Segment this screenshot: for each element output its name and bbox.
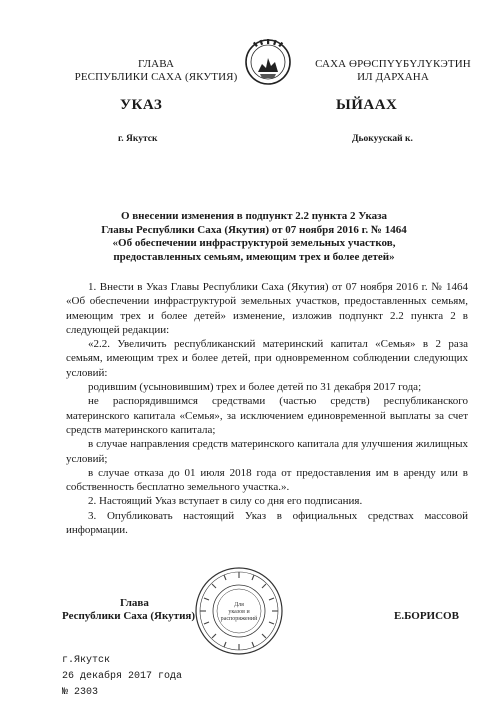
paragraph-6: в случае отказа до 01 июля 2018 года от предоставления им в аренду или в собственность бесплатно земельного участка.». (66, 466, 468, 494)
meta-date: 26 декабря 2017 года (62, 671, 183, 682)
coat-of-arms-icon (244, 38, 292, 86)
paragraph-4: не распорядившимся средствами (частью средств) республиканского материнского капитала «Семья», за исключением единовременной выплаты за счет средств материнского капитала; (66, 395, 468, 436)
paragraph-3: родившим (усыновившим) трех и более детей по 31 декабря 2017 года; (88, 381, 422, 394)
decree-title-ru: УКАЗ (120, 97, 163, 113)
header-right-line2: ИЛ ДАРХАНА (357, 71, 429, 83)
paragraph-5: в случае направления средств материнского капитала для улучшения жилищных условий; (66, 438, 468, 465)
stamp-text: указов и (228, 609, 250, 615)
meta-number: № 2303 (62, 687, 99, 698)
header-right-line1: САХА ӨРӨСПҮҮБҮЛҮКЭТИН (315, 58, 471, 70)
decree-title-sah: ЫЙААХ (336, 97, 398, 113)
heading-line: Главы Республики Саха (Якутия) от 07 ноября 2016 г. № 1464 (101, 223, 407, 236)
header-left (56, 58, 256, 84)
heading-line: предоставленных семьям, имеющим трех и более детей» (113, 250, 395, 263)
heading-line: «Об обеспечении инфраструктурой земельных участков, (112, 237, 396, 249)
header-left-line1: ГЛАВА (137, 58, 175, 70)
paragraph-8: 3. Опубликовать настоящий Указ в официальных средствах массовой информации. (66, 509, 468, 537)
decree-heading (40, 210, 468, 264)
header-left-line2: РЕСПУБЛИКИ САХА (ЯКУТИЯ) (74, 71, 238, 83)
city-sah: Дьокуускай к. (352, 134, 413, 144)
stamp-text: Для (234, 602, 244, 608)
stamp-text: распоряжений (220, 616, 258, 622)
signature-position-line1: Глава (120, 597, 149, 609)
official-stamp-icon (194, 566, 284, 656)
decree-body (66, 280, 468, 537)
header-right (298, 58, 488, 84)
paragraph-1: 1. Внести в Указ Главы Республики Саха (Якутия) от 07 ноября 2016 г. № 1464 «Об обеспечении инфраструктурой земельных участков, предоставленных семьям, имеющим трех и более детей» изменение, изложив подпункт 2.2 пункта 2 в следующей редакции: (66, 281, 468, 336)
paragraph-2: «2.2. Увеличить республиканский материнский капитал «Семья» в 2 раза семьям, имеющим трех и более детей, при одновременном соблюдении следующих условий: (66, 338, 468, 379)
signature-position-line2: Республики Саха (Якутия) (62, 610, 196, 622)
signature-name: Е.БОРИСОВ (394, 610, 459, 622)
city-ru: г. Якутск (118, 134, 158, 144)
heading-line: О внесении изменения в подпункт 2.2 пункта 2 Указа (120, 210, 388, 222)
paragraph-7: 2. Настоящий Указ вступает в силу со дня его подписания. (88, 495, 363, 508)
meta-city: г.Якутск (62, 655, 111, 666)
